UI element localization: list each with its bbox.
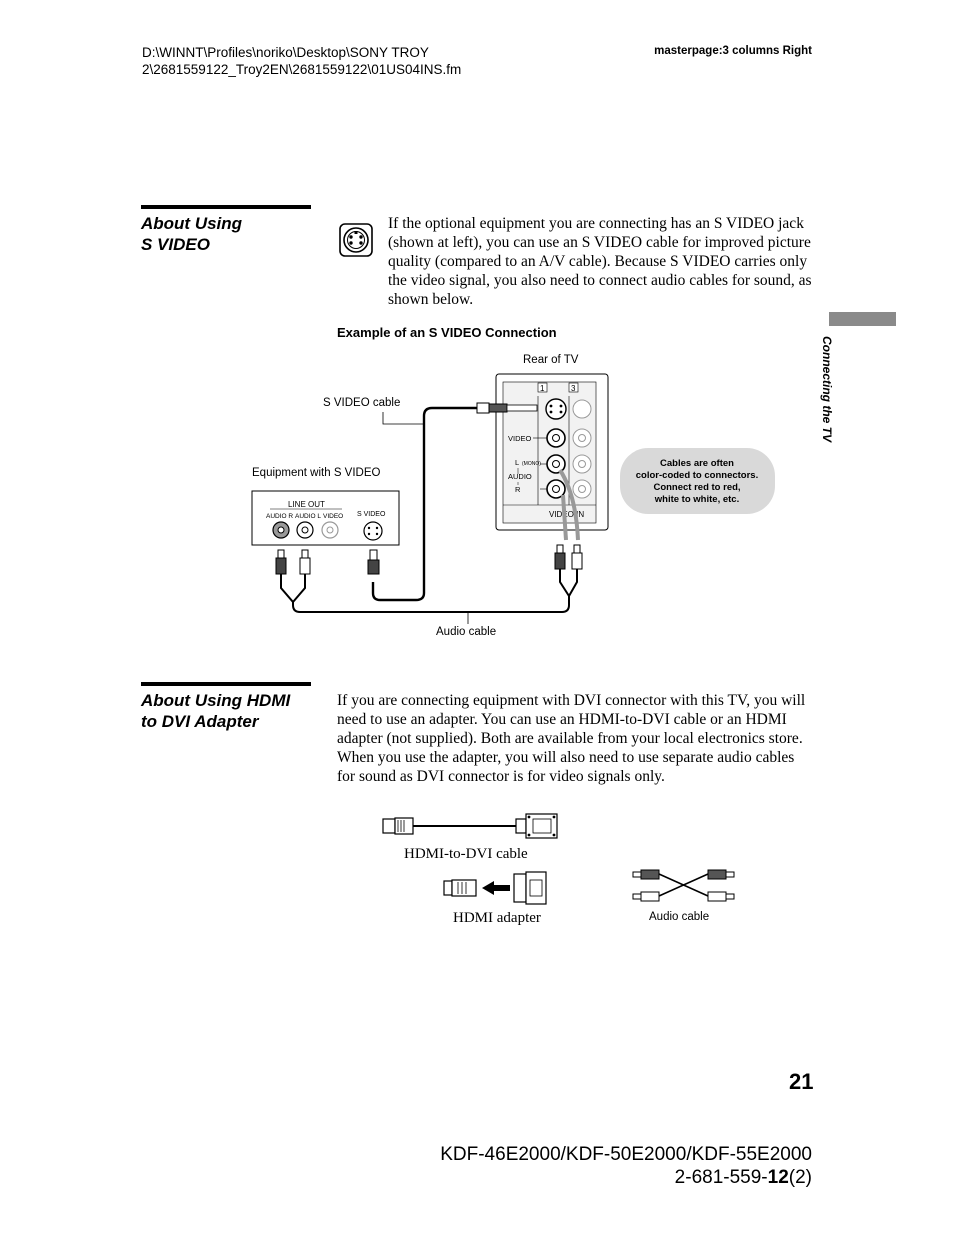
section2-title-line1: About Using HDMI	[141, 691, 291, 710]
hdmi-to-dvi-cable-icon	[383, 814, 557, 838]
tv-audio-label: AUDIO	[508, 472, 532, 481]
hdmi-dvi-cable-label: HDMI-to-DVI cable	[404, 846, 528, 862]
note-line2: color-coded to connectors.	[635, 470, 759, 481]
masterpage-label: masterpage:3 columns Right	[654, 45, 812, 57]
note-line3: Connect red to red,	[653, 482, 741, 493]
audio-cable2-label: Audio cable	[649, 911, 710, 923]
note-line1: Cables are often	[660, 458, 734, 469]
tv-input-1-label: 1	[540, 384, 545, 393]
document-code	[440, 1166, 812, 1189]
code-suffix: (2)	[788, 1167, 812, 1188]
video-label: VIDEO	[323, 513, 344, 520]
tv-r-label: R	[515, 485, 521, 494]
file-path-header	[142, 44, 461, 78]
svideo-cable-label: S VIDEO cable	[323, 397, 401, 409]
audio-l-label: AUDIO L	[295, 513, 322, 520]
audio-cable-icon	[633, 870, 734, 901]
side-tab-label: Connecting the TV	[820, 336, 834, 442]
section1-title	[141, 213, 242, 255]
code-prefix: 2-681-559-	[674, 1167, 768, 1188]
side-tab-marker	[829, 312, 896, 326]
hdmi-adapter-icon	[444, 872, 546, 904]
section2-title	[141, 690, 290, 732]
s-video-label: S VIDEO	[357, 511, 386, 518]
file-path-line2: 2\2681559122_Troy2EN\2681559122\01US04INS.fm	[142, 62, 462, 77]
tv-video-in-label: VIDEO IN	[549, 510, 585, 519]
hdmi-dvi-diagram	[375, 805, 755, 930]
audio-r-label: AUDIO R	[266, 513, 294, 520]
tv-svideo-jack	[546, 399, 566, 419]
section2-title-line2: to DVI Adapter	[141, 712, 259, 731]
tv-mono-label: (MONO)	[522, 461, 541, 467]
equipment-label: Equipment with S VIDEO	[252, 467, 381, 479]
rear-of-tv-label: Rear of TV	[523, 354, 579, 366]
tv-input-3-label: 3	[571, 384, 576, 393]
section2-rule	[141, 682, 311, 686]
side-tab-label-box	[820, 336, 840, 476]
section1-title-line2: S VIDEO	[141, 235, 210, 254]
tv-video-label: VIDEO	[508, 434, 532, 443]
section1-rule	[141, 205, 311, 209]
svideo-connection-diagram	[240, 345, 780, 645]
file-path-line1: D:\WINNT\Profiles\noriko\Desktop\SONY TROY	[142, 45, 429, 60]
section1-title-line1: About Using	[141, 214, 243, 233]
note-line4: white to white, etc.	[654, 494, 740, 505]
section2-body: If you are connecting equipment with DVI connector with this TV, you will need to use an adapter. You can use an HDMI-to-DVI cable or an HDMI adapter (not supplied). Both are available from your local electronics store. When you use the adapter, you will also need to use separate audio cables for sound as DVI connector is for video signals only.	[337, 692, 806, 785]
hdmi-adapter-label: HDMI adapter	[453, 910, 541, 926]
line-out-label: LINE OUT	[288, 500, 325, 509]
model-info	[440, 1143, 812, 1189]
tv-l-label: L	[515, 458, 520, 467]
section1-body: If the optional equipment you are connecting has an S VIDEO jack (shown at left), you can use an S VIDEO cable for improved picture quality (compared to an A/V cable). Because S VIDEO carries only the video signal, you also need to connect audio cables for sound, as shown below.	[388, 215, 812, 308]
svideo-jack-icon	[338, 222, 374, 258]
figure1-title: Example of an S VIDEO Connection	[337, 325, 557, 340]
model-line: KDF-46E2000/KDF-50E2000/KDF-55E2000	[440, 1144, 812, 1165]
audio-cable-label: Audio cable	[436, 626, 497, 638]
page-number: 21	[789, 1069, 814, 1094]
code-bold: 12	[767, 1167, 789, 1188]
